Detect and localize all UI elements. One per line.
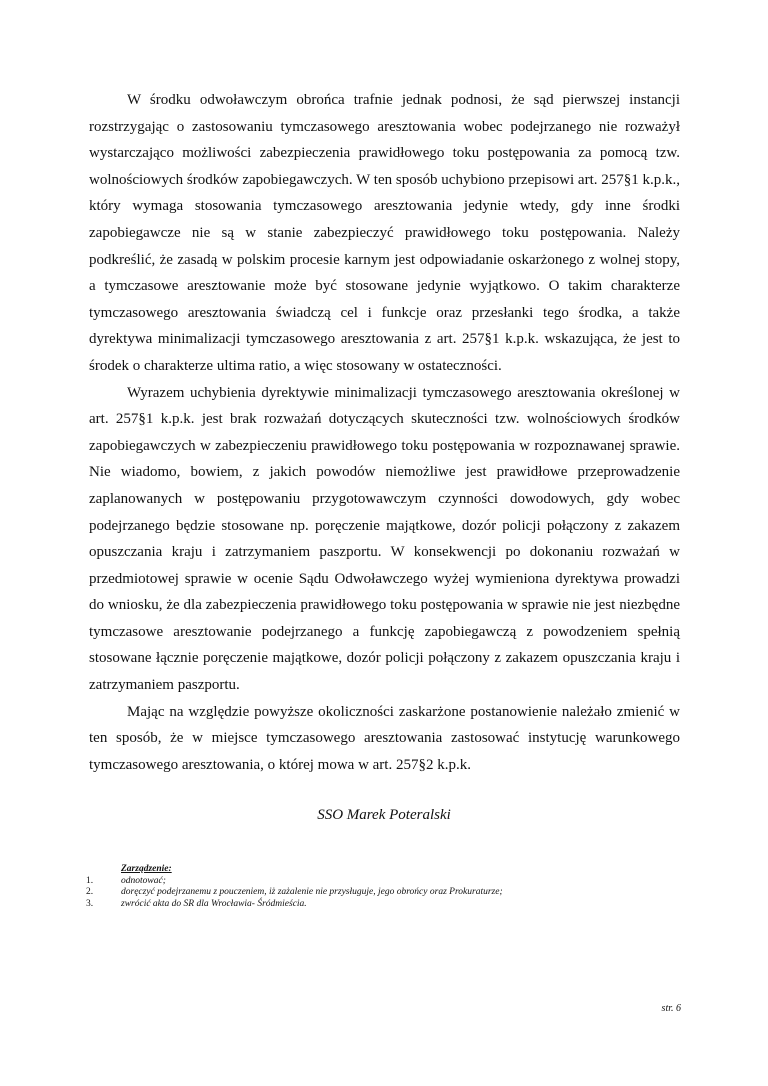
list-item-text: odnotować;: [121, 875, 166, 886]
page-number: str. 6: [661, 1003, 681, 1014]
paragraph: Mając na względzie powyższe okoliczności zaskarżone postanowienie należało zmienić w ten sposób, że w miejsce tymczasowego aresztowania zastosować instytucję warunkowego tymczasowego aresztowania, o której mowa w art. 257§2 k.p.k.: [89, 703, 680, 773]
list-item-text: zwrócić akta do SR dla Wrocławia- Śródmieścia.: [121, 898, 307, 909]
list-item-text: doręczyć podejrzanemu z pouczeniem, iż zażalenie nie przysługuje, jego obrońcy oraz Prokuraturze;: [121, 887, 503, 897]
list-item-number: 3.: [86, 898, 94, 909]
orders-section: [86, 864, 646, 910]
body-text: [89, 87, 680, 778]
judge-signature: SSO Marek Poteralski: [317, 807, 451, 823]
list-item: [86, 887, 646, 899]
list-item: [86, 876, 646, 888]
orders-list: [86, 876, 646, 911]
list-item: [86, 899, 646, 911]
paragraph: W środku odwoławczym obrońca trafnie jednak podnosi, że sąd pierwszej instancji rozstrzygając o zastosowaniu tymczasowego aresztowania wobec podejrzanego nie rozważył wystarczająco możliwości zabezpieczenia prawidłowego toku postępowania za pomocą tzw. wolnościowych środków zapobiegawczych. W ten sposób uchybiono przepisowi art. 257§1 k.p.k., który wymaga stosowania tymczasowego aresztowania jedynie wtedy, gdy inne środki zapobiegawcze nie są w stanie zabezpieczyć prawidłowego toku postępowania. Należy podkreślić, że zasadą w polskim procesie karnym jest odpowiadanie oskarżonego z wolnej stopy, a tymczasowe aresztowanie może być stosowane jedynie wyjątkowo. O takim charakterze tymczasowego aresztowania świadczą cel i funkcje oraz przesłanki tego środka, a także dyrektywa minimalizacji tymczasowego aresztowania z art. 257§1 k.p.k. wskazująca, że jest to środek o charakterze ultima ratio, a więc stosowany w ostateczności.: [89, 92, 680, 374]
orders-title: Zarządzenie:: [121, 864, 172, 874]
paragraph: Wyrazem uchybienia dyrektywie minimalizacji tymczasowego aresztowania określonej w art. 257§1 k.p.k. jest brak rozważań dotyczących skuteczności tzw. wolnościowych środków zapobiegawczych w zabezpieczeniu prawidłowego toku postępowania w rozpoznawanej sprawie. Nie wiadomo, bowiem, z jakich powodów niemożliwe jest prawidłowe przeprowadzenie zaplanowanych w postępowaniu przygotowawczym czynności dowodowych, gdy wobec podejrzanego będzie stosowane np. poręczenie majątkowe, dozór policji połączony z zakazem opuszczania kraju i zatrzymaniem paszportu. W konsekwencji po dokonaniu rozważań w przedmiotowej sprawie w ocenie Sądu Odwoławczego wyżej wymieniona dyrektywa prowadzi do wniosku, że dla zabezpieczenia prawidłowego toku postępowania w sprawie nie jest niezbędne tymczasowe aresztowanie podejrzanego a funkcję zapobiegawczą z powodzeniem spełnią stosowane łącznie poręczenie majątkowe, dozór policji połączony z zakazem opuszczania kraju i zatrzymaniem paszportu.: [89, 384, 680, 694]
list-item-number: 1.: [86, 875, 94, 886]
list-item-number: 2.: [86, 887, 94, 897]
